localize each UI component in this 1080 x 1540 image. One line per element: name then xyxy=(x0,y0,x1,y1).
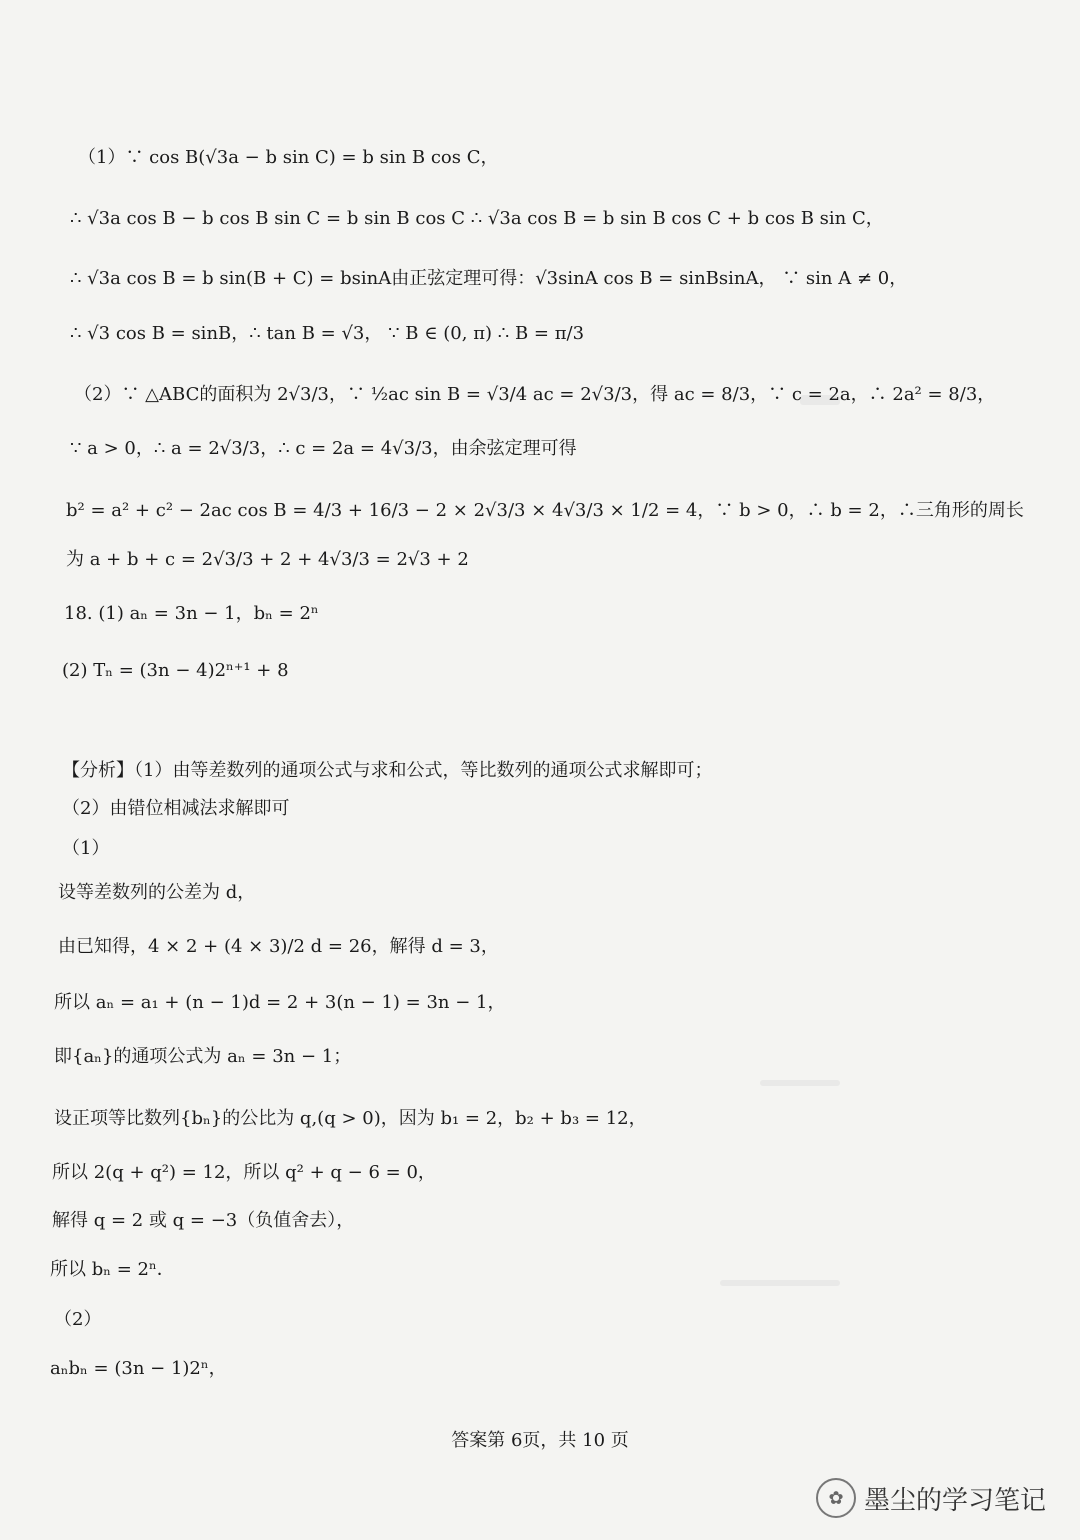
text-line-17: 即{aₙ}的通项公式为 aₙ = 3n − 1； xyxy=(54,1046,352,1067)
page-footer: 答案第 6页，共 10 页 xyxy=(451,1430,629,1451)
text-line-5: （2）∵ △ABC的面积为 2√3/3，∵ ½ac sin B = √3/4 ac = 2√3/3，得 ac = 8/3，∵ c = 2a，∴ 2a² = 8/3， xyxy=(74,384,996,405)
text-line-21: 所以 bₙ = 2ⁿ． xyxy=(50,1259,175,1280)
text-line-13: （1） xyxy=(62,838,110,859)
text-line-20: 解得 q = 2 或 q = −3（负值舍去）， xyxy=(52,1210,355,1231)
text-line-18: 设正项等比数列{bₙ}的公比为 q,(q > 0)，因为 b₁ = 2，b₂ + b₃ = 12， xyxy=(54,1108,647,1129)
text-line-14: 设等差数列的公差为 d， xyxy=(58,882,256,903)
text-line-16: 所以 aₙ = a₁ + (n − 1)d = 2 + 3(n − 1) = 3n − 1， xyxy=(54,992,506,1013)
text-line-23: aₙbₙ = (3n − 1)2ⁿ， xyxy=(50,1358,227,1379)
text-line-19: 所以 2(q + q²) = 12，所以 q² + q − 6 = 0， xyxy=(52,1162,436,1183)
watermark xyxy=(816,1478,1046,1518)
text-line-15: 由已知得，4 × 2 + (4 × 3)/2 d = 26，解得 d = 3， xyxy=(58,936,499,957)
text-line-1: （1）∵ cos B(√3a − b sin C) = b sin B cos C， xyxy=(78,147,499,168)
text-line-4: ∴ √3 cos B = sinB，∴ tan B = √3， ∵ B ∈ (0, π) ∴ B = π/3 xyxy=(70,323,585,344)
text-line-2: ∴ √3a cos B − b cos B sin C = b sin B cos C ∴ √3a cos B = b sin B cos C + b cos B sin C， xyxy=(70,208,884,229)
text-line-8: 为 a + b + c = 2√3/3 + 2 + 4√3/3 = 2√3 + 2 xyxy=(66,549,469,570)
text-line-10: (2) Tₙ = (3n − 4)2ⁿ⁺¹ + 8 xyxy=(62,660,289,681)
text-line-22: （2） xyxy=(54,1309,102,1330)
text-line-12: （2）由错位相减法求解即可 xyxy=(62,798,290,819)
text-line-11: 【分析】（1）由等差数列的通项公式与求和公式，等比数列的通项公式求解即可； xyxy=(62,760,713,781)
text-line-6: ∵ a > 0，∴ a = 2√3/3，∴ c = 2a = 4√3/3，由余弦定理可得 xyxy=(70,438,577,459)
text-line-3: ∴ √3a cos B = b sin(B + C) = bsinA由正弦定理可得：√3sinA cos B = sinBsinA， ∵ sin A ≠ 0， xyxy=(70,268,908,289)
text-line-7: b² = a² + c² − 2ac cos B = 4/3 + 16/3 − 2 × 2√3/3 × 4√3/3 × 1/2 = 4，∵ b > 0，∴ b = 2，∴三角形的周长 xyxy=(66,500,1024,521)
text-line-9: 18. (1) aₙ = 3n − 1，bₙ = 2ⁿ xyxy=(64,603,319,624)
wechat-icon: ✿ xyxy=(816,1478,856,1518)
watermark-text: 墨尘的学习笔记 xyxy=(863,1485,1046,1516)
